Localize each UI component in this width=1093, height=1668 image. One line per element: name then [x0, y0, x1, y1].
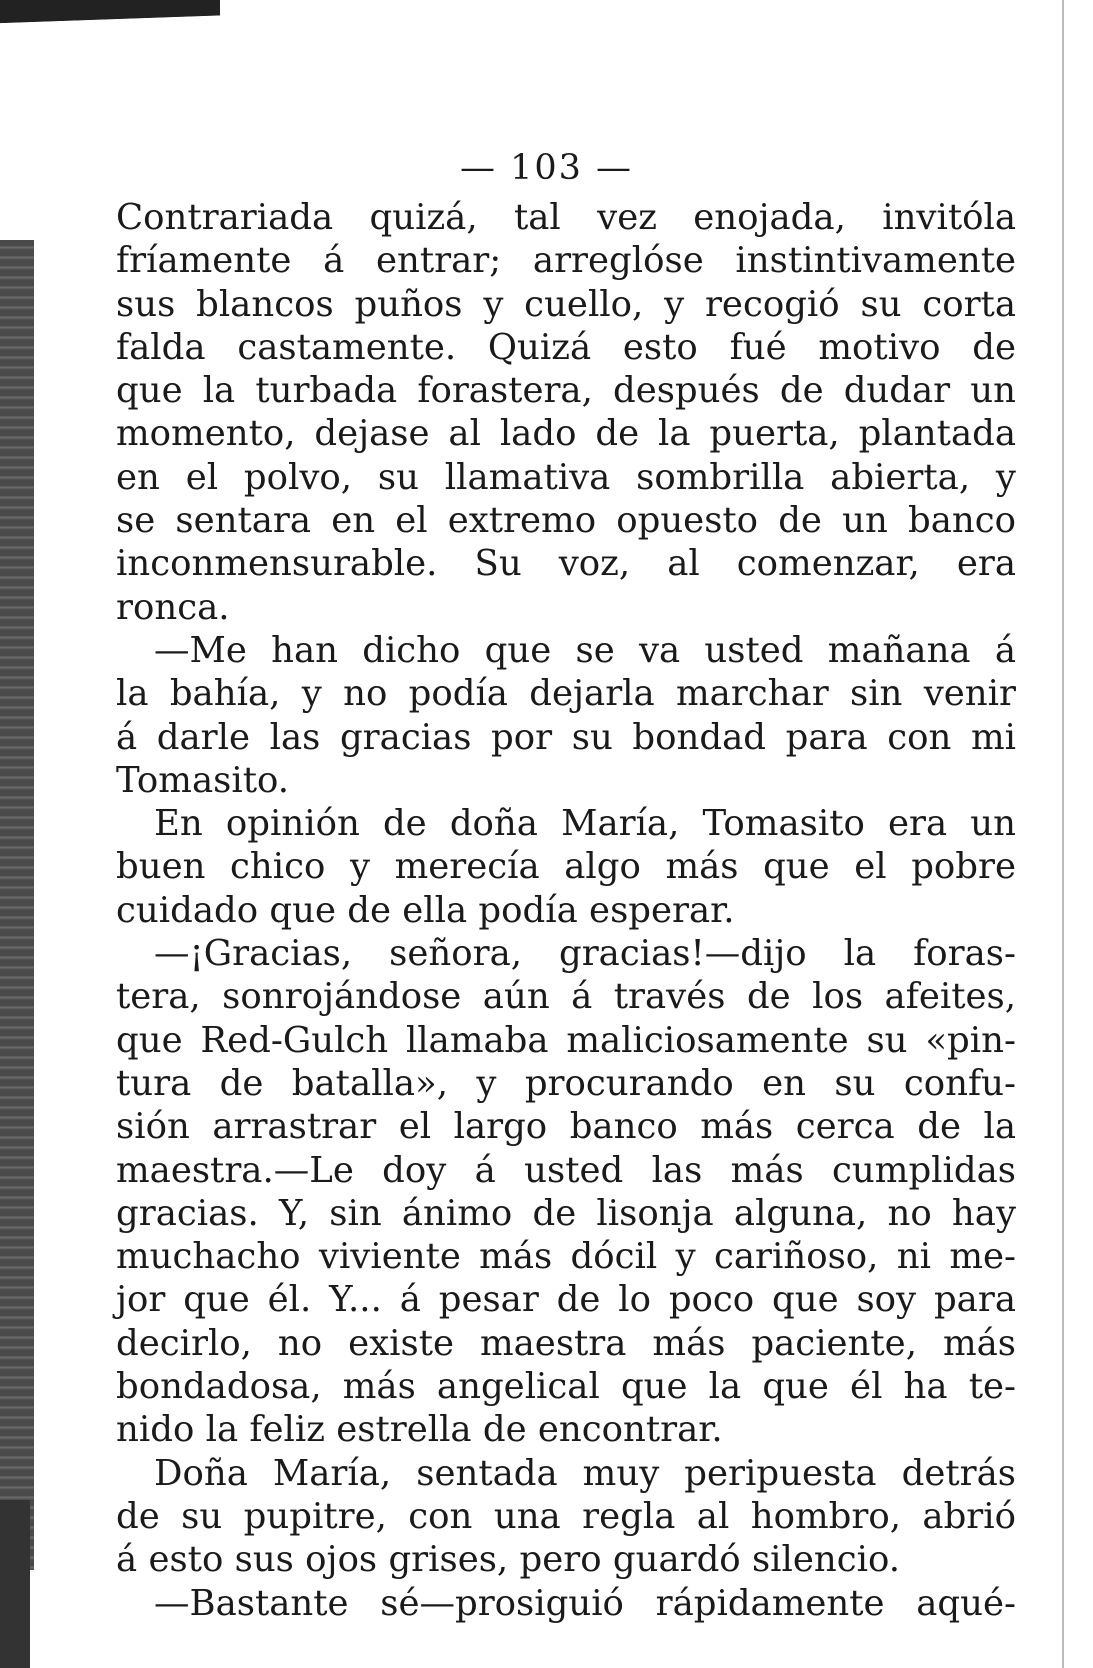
- text-line: en el polvo, su llamativa sombrilla abierta, y: [116, 456, 1016, 498]
- text-line: tura de batalla», y procurando en su confu-: [116, 1062, 1016, 1104]
- text-line: momento, dejase al lado de la puerta, plantada: [116, 413, 1016, 455]
- text-line: ronca.: [116, 586, 230, 628]
- text-line: —Bastante sé—prosiguió rápidamente aqué-: [154, 1582, 1016, 1624]
- text-line: buen chico y merecía algo más que el pobre: [116, 846, 1016, 888]
- text-line: maestra.—Le doy á usted las más cumplidas: [116, 1149, 1016, 1191]
- text-line: jor que él. Y... á pesar de lo poco que soy para: [116, 1279, 1016, 1321]
- text-line: muchacho viviente más dócil y cariñoso, ni me-: [116, 1236, 1016, 1278]
- text-line: de su pupitre, con una regla al hombro, abrió: [116, 1495, 1016, 1537]
- text-line: En opinión de doña María, Tomasito era un: [154, 803, 1016, 845]
- body-text: [116, 196, 1016, 1625]
- text-line: bondadosa, más angelical que la que él ha te-: [116, 1366, 1016, 1408]
- text-line: —Me han dicho que se va usted mañana á: [154, 629, 1016, 671]
- text-line: tera, sonrojándose aún á través de los afeites,: [116, 976, 1016, 1018]
- text-line: gracias. Y, sin ánimo de lisonja alguna, no hay: [116, 1192, 1016, 1234]
- text-line: á esto sus ojos grises, pero guardó silencio.: [116, 1539, 901, 1581]
- text-line: —¡Gracias, señora, gracias!—dijo la foras-: [154, 933, 1016, 975]
- text-line: Tomasito.: [116, 759, 289, 801]
- text-line: fríamente á entrar; arreglóse instintivamente: [116, 240, 1016, 282]
- binding-shadow-lower: [0, 1500, 30, 1668]
- text-line: á darle las gracias por su bondad para con mi: [116, 716, 1016, 758]
- text-line: inconmensurable. Su voz, al comenzar, era: [116, 543, 1016, 585]
- text-line: cuidado que de ella podía esperar.: [116, 889, 735, 931]
- page-edge: [1062, 0, 1064, 1668]
- text-line: Doña María, sentada muy peripuesta detrás: [154, 1452, 1016, 1494]
- text-line: sión arrastrar el largo banco más cerca de la: [116, 1106, 1016, 1148]
- text-line: sus blancos puños y cuello, y recogió su corta: [116, 283, 1016, 325]
- text-line: falda castamente. Quizá esto fué motivo de: [116, 326, 1016, 368]
- text-line: se sentara en el extremo opuesto de un banco: [116, 500, 1016, 542]
- page-number: — 103 —: [459, 148, 634, 188]
- text-line: que Red-Gulch llamaba maliciosamente su «pin-: [116, 1019, 1016, 1061]
- text-line: que la turbada forastera, después de dudar un: [116, 370, 1016, 412]
- text-line: la bahía, y no podía dejarla marchar sin venir: [116, 673, 1016, 715]
- binding-shadow: [0, 240, 34, 1570]
- scan-corner-mark: [0, 0, 220, 34]
- text-line: nido la feliz estrella de encontrar.: [116, 1409, 723, 1451]
- text-line: decirlo, no existe maestra más paciente, más: [116, 1322, 1016, 1364]
- text-line: Contrariada quizá, tal vez enojada, invitóla: [116, 197, 1016, 238]
